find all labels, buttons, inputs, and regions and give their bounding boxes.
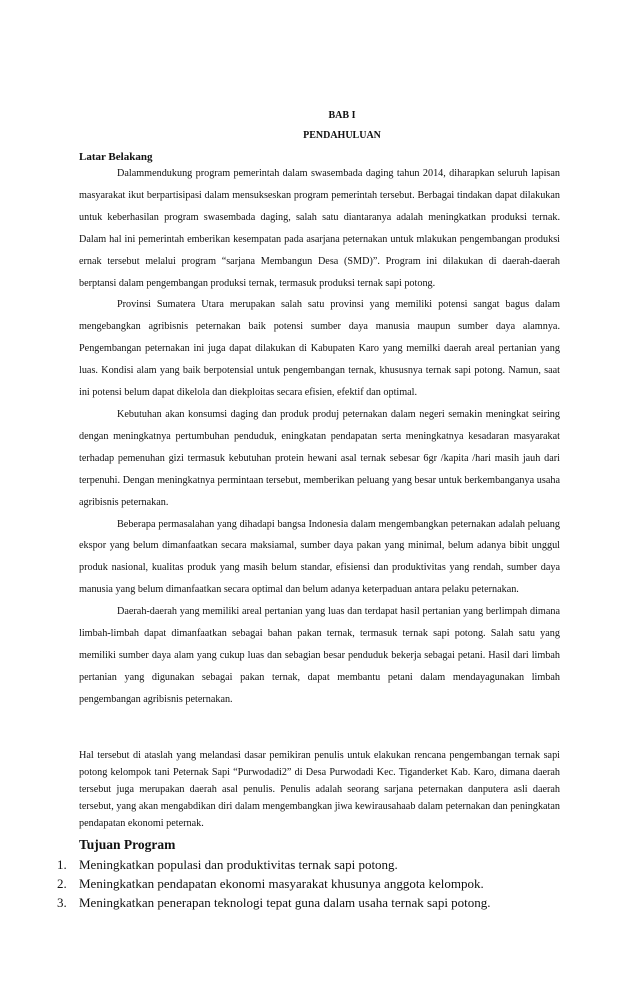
list-text: Meningkatkan penerapan teknologi tepat guna dalam usaha ternak sapi potong. [79, 895, 491, 910]
body-paragraphs [79, 163, 560, 711]
list-number: 1. [57, 857, 67, 872]
closing-paragraph-block [79, 747, 560, 832]
paragraph: Daerah-daerah yang memiliki areal pertanian yang luas dan terdapat hasil pertanian yang berlimpah dimana limbah-limbah dapat dimanfaatkan sebagai bahan pakan ternak, termasuk ternak sapi potong. Salah satu yang memiliki sumber daya alam yang cukup luas dan sebagian besar penduduk bekerja sebagai petani. Hasil dari limbah pertanian yang digunakan sebagai pakan ternak, dapat membantu petani dalam mendayagunakan limbah pengembangan agribisnis peternakan. [79, 606, 560, 705]
objectives-heading: Tujuan Program [79, 837, 176, 852]
list-item [0, 893, 638, 912]
list-item [0, 855, 638, 874]
chapter-number: BAB I [328, 110, 356, 121]
list-number: 3. [57, 895, 67, 910]
list-item [0, 874, 638, 893]
paragraph: Kebutuhan akan konsumsi daging dan produk produj peternakan dalam negeri semakin meningkat seiring dengan meningkatnya pertumbuhan penduduk, eningkatan pendapatan serta meningkatnya kesadaran masyarakat terhadap pemenuhan gizi termasuk kebutuhan protein hewani asal ternak sebesar 6gr /kapita /hari masih jauh dari terpenuhi. Dengan meningkatnya permintaan tersebut, memberikan peluang yang besar untuk berkembanganya usaha agribisnis peternakan. [79, 408, 560, 508]
paragraph: Provinsi Sumatera Utara merupakan salah satu provinsi yang memiliki potensi sangat bagus dalam mengebangkan agribisnis peternakan baik potensi sumber daya manusia maupun sumber daya alamnya. Pengembangan peternakan ini juga dapat dilakukan di Kabupaten Karo yang memilki daerah areal pertanian yang luas. Kondisi alam yang baik berpotensial untuk pengembangan ternak, khususnya ternak sapi potong. Namun, saat ini potensi belum dapat dikelola dan diekploitas secara efisien, efektif dan optimal. [79, 299, 560, 399]
paragraph: Dalammendukung program pemerintah dalam swasembada daging tahun 2014, diharapkan seluruh lapisan masyarakat ikut berpartisipasi dalam mensukseskan program pemerintah tersebut. Berbagai tindakan dapat dilakukan untuk keberhasilan program swasembada daging, salah satu diantaranya adalah meningkatkan produksi ternak. Dalam hal ini pemerintah emberikan kesempatan pada asarjana peternakan untuk mlakukan pengembangan produksi ernak tersebut melalui program “sarjana Membangun Desa (SMD)”. Program ini dilakukan di daerah-daerah berptansi dalam pengembangan produksi ternak, termasuk produksi ternak sapi potong. [79, 168, 560, 289]
list-text: Meningkatkan pendapatan ekonomi masyarakat khusunya anggota kelompok. [79, 876, 484, 891]
list-text: Meningkatkan populasi dan produktivitas ternak sapi potong. [79, 857, 398, 872]
objectives-list [0, 855, 638, 912]
paragraph: Beberapa permasalahan yang dihadapi bangsa Indonesia dalam mengembangkan peternakan adalah peluang ekspor yang belum dimanfaatkan secara maksiamal, sumber daya pakan yang minimal, belum adanya bibit unggul produk nasional, kualitas produk yang masih belum standar, efisiensi dan produktivitas yang rendah, sumber daya manusia yang belum dimanfaatkan secara optimal dan belum adanya keterpaduan antara pelaku peternakan. [79, 518, 560, 596]
closing-paragraph: Hal tersebut di ataslah yang melandasi dasar pemikiran penulis untuk elakukan rencana pengembangan ternak sapi potong kelompok tani Peternak Sapi “Purwodadi2” di Desa Purwodadi Kec. Tiganderket Kab. Karo, dimana daerah tersebut juga merupakan daerah asal penulis. Penulis adalah seorang sarjana peternakan danputera asli daerah tersebut, yang akan mengabdikan diri dalam mengembangkan jiwa kewirausahaab dalam peternakan dan peningkatan pendapatan ekonomi peternak. [79, 750, 560, 829]
section-heading: Latar Belakang [79, 151, 153, 163]
chapter-title: PENDAHULUAN [303, 130, 381, 141]
list-number: 2. [57, 876, 67, 891]
